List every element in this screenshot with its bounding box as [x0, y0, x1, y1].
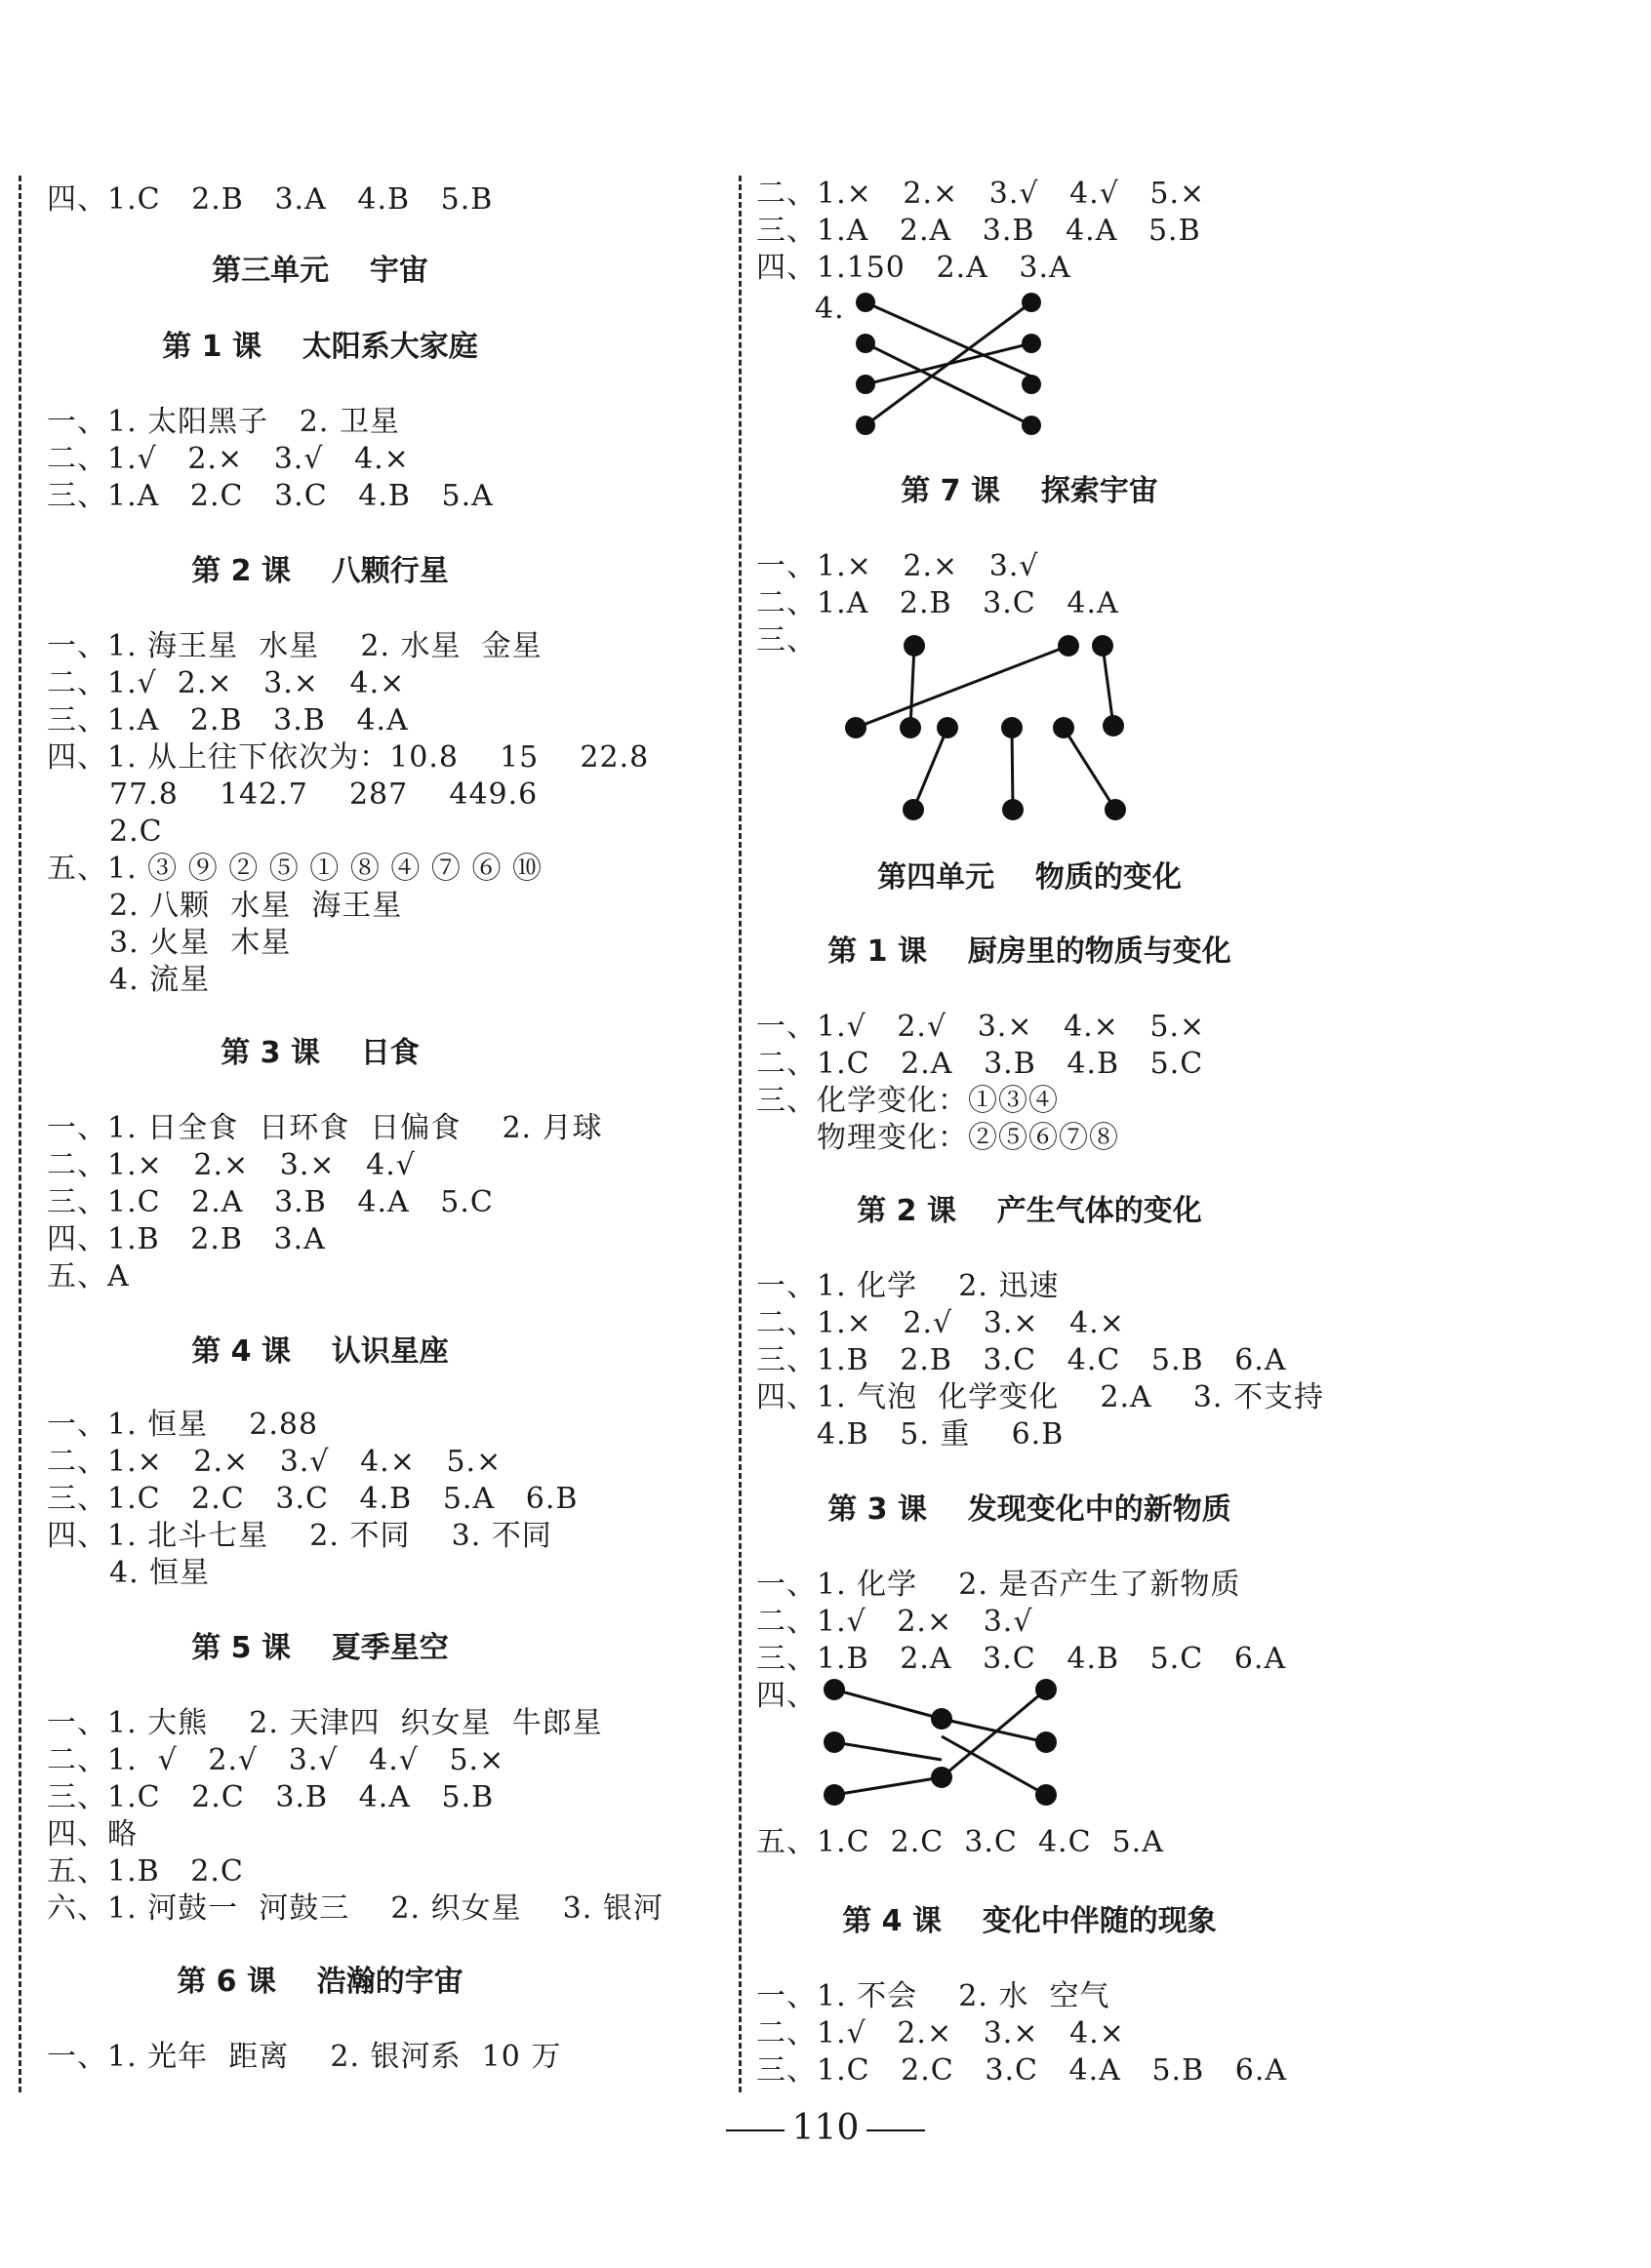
match-line: [834, 1777, 942, 1795]
match-dot: [856, 416, 875, 435]
answer-line: 四、1.150 2.A 3.A: [756, 251, 1071, 285]
lesson-title: 第 2 课 八颗行星: [191, 554, 449, 588]
match-line: [834, 1742, 942, 1760]
matching-diagram-2: [756, 615, 1244, 839]
answer-line: 二、1.× 2.× 3.× 4.√: [47, 1148, 416, 1182]
match-line: [910, 646, 914, 728]
middle-dashed-divider: [739, 176, 742, 2092]
match-dot: [1001, 717, 1023, 738]
answer-line: 五、A: [47, 1259, 130, 1293]
lesson-title: 第 2 课 产生气体的变化: [857, 1194, 1202, 1228]
match-dot: [1105, 799, 1126, 820]
lesson-title: 第 3 课 发现变化中的新物质: [827, 1492, 1231, 1527]
answer-line: 二、1.C 2.A 3.B 4.B 5.C: [756, 1047, 1204, 1081]
answer-line: 五、1.C 2.C 3.C 4.C 5.A: [756, 1825, 1164, 1859]
answer-line: 四、1.C 2.B 3.A 4.B 5.B: [47, 182, 494, 217]
match-dot: [1058, 635, 1079, 657]
answer-line: 四、1. 气泡 化学变化 2.A 3. 不支持: [756, 1380, 1324, 1414]
answer-line: 三、1.A 2.A 3.B 4.A 5.B: [756, 214, 1201, 248]
answer-line: 四、: [756, 1679, 817, 1713]
answer-line: 77.8 142.7 287 449.6: [109, 777, 539, 812]
match-dot: [1103, 715, 1124, 736]
answer-line: 一、1. 恒星 2.88: [47, 1408, 319, 1442]
match-line: [856, 646, 1068, 728]
match-dot: [856, 375, 875, 394]
answer-line: 一、1.× 2.× 3.√: [756, 549, 1039, 583]
answer-line: 三、: [756, 623, 817, 657]
answer-line: 4.: [815, 292, 845, 326]
match-dot: [1035, 1679, 1057, 1700]
answer-line: 4. 流星: [109, 963, 211, 997]
answer-line: 一、1. 化学 2. 迅速: [756, 1269, 1060, 1303]
answer-line: 一、1. 大熊 2. 天津四 织女星 牛郎星: [47, 1706, 603, 1740]
lesson-title: 第 4 课 认识星座: [191, 1334, 449, 1369]
match-line: [1103, 646, 1113, 726]
answer-line: 一、1.√ 2.√ 3.× 4.× 5.×: [756, 1010, 1206, 1044]
match-dot: [1022, 375, 1041, 394]
answer-line: 二、1.√ 2.× 3.× 4.×: [47, 666, 406, 700]
match-dot: [824, 1784, 845, 1806]
answer-line: 四、1. 从上往下依次为：10.8 15 22.8: [47, 740, 650, 775]
page-number: [0, 2107, 1651, 2150]
answer-line: 三、1.C 2.C 3.C 4.B 5.A 6.B: [47, 1482, 579, 1516]
answer-line: 三、1.A 2.C 3.C 4.B 5.A: [47, 479, 494, 513]
answer-line: 三、1.B 2.A 3.C 4.B 5.C 6.A: [756, 1642, 1287, 1676]
answer-line: 一、1. 不会 2. 水 空气: [756, 1979, 1110, 2013]
lesson-title: 第 6 课 浩瀚的宇宙: [177, 1965, 463, 1999]
left-dashed-divider: [19, 176, 21, 2092]
answer-line: 二、1.A 2.B 3.C 4.A: [756, 586, 1119, 620]
match-dot: [856, 334, 875, 353]
match-dot: [931, 1767, 952, 1788]
match-dot: [1053, 717, 1074, 738]
answer-line: 五、1. ③ ⑨ ② ⑤ ① ⑧ ④ ⑦ ⑥ ⑩: [47, 852, 543, 886]
answer-line: 三、1.B 2.B 3.C 4.C 5.B 6.A: [756, 1343, 1287, 1377]
answer-line: 三、1.C 2.C 3.C 4.A 5.B 6.A: [756, 2053, 1288, 2088]
match-dot: [824, 1731, 845, 1753]
answer-line: 2.C: [109, 815, 163, 849]
answer-line: 二、1.× 2.√ 3.× 4.×: [756, 1306, 1125, 1340]
lesson-title: 第 4 课 变化中伴随的现象: [842, 1904, 1217, 1938]
answer-line: 三、化学变化：①③④: [756, 1084, 1059, 1118]
answer-line: 三、1.C 2.A 3.B 4.A 5.C: [47, 1185, 494, 1219]
match-dot: [1022, 293, 1041, 312]
answer-line: 二、1.× 2.× 3.√ 4.√ 5.×: [756, 177, 1206, 211]
answer-line: 4. 恒星: [109, 1556, 211, 1590]
matching-diagram-1: [756, 283, 1147, 458]
answer-line: 五、1.B 2.C: [47, 1854, 244, 1889]
answer-line: 四、略: [47, 1817, 138, 1851]
match-dot: [931, 1708, 952, 1730]
match-dot: [900, 717, 921, 738]
answer-line: 四、1. 北斗七星 2. 不同 3. 不同: [47, 1519, 552, 1553]
match-dot: [1035, 1784, 1057, 1806]
answer-line: 二、1.× 2.× 3.√ 4.× 5.×: [47, 1445, 503, 1479]
match-dot: [1035, 1731, 1057, 1753]
answer-line: 六、1. 河鼓一 河鼓三 2. 织女星 3. 银河: [47, 1891, 664, 1926]
answer-line: 四、1.B 2.B 3.A: [47, 1222, 326, 1256]
page-number-rule-left: [726, 2129, 785, 2131]
match-dot: [845, 717, 866, 738]
match-dot: [904, 635, 925, 657]
matching-diagram-3: [756, 1668, 1147, 1814]
lesson-title: 第 5 课 夏季星空: [191, 1631, 449, 1665]
lesson-title: 第 7 课 探索宇宙: [901, 474, 1158, 508]
answer-line: 二、1.√ 2.× 3.√: [756, 1605, 1033, 1639]
answer-line: 三、1.C 2.C 3.B 4.A 5.B: [47, 1780, 495, 1814]
answer-line: 3. 火星 木星: [109, 926, 292, 960]
answer-line: 一、1. 光年 距离 2. 银河系 10 万: [47, 2040, 562, 2074]
answer-line: 一、1. 海王星 水星 2. 水星 金星: [47, 629, 543, 663]
answer-line: 一、1. 日全食 日环食 日偏食 2. 月球: [47, 1111, 603, 1145]
answer-line: 2. 八颗 水星 海王星: [109, 889, 403, 923]
unit-title: 第三单元 宇宙: [212, 254, 428, 288]
page-number-rule-right: [866, 2129, 925, 2131]
page-number-text: 110: [791, 2108, 860, 2148]
lesson-title: 第 3 课 日食: [221, 1036, 420, 1070]
match-dot: [856, 293, 875, 312]
match-dot: [1092, 635, 1113, 657]
answer-line: 4.B 5. 重 6.B: [817, 1417, 1065, 1452]
match-line: [1064, 728, 1115, 810]
match-line: [942, 1719, 1046, 1742]
answer-line: 二、1. √ 2.√ 3.√ 4.√ 5.×: [47, 1743, 505, 1777]
answer-line: 二、1.√ 2.× 3.√ 4.×: [47, 442, 410, 476]
unit-title: 第四单元 物质的变化: [877, 860, 1182, 895]
match-line: [834, 1690, 942, 1719]
match-dot: [1022, 416, 1041, 435]
match-dot: [903, 799, 924, 820]
answer-line: 物理变化：②⑤⑥⑦⑧: [817, 1121, 1119, 1155]
lesson-title: 第 1 课 厨房里的物质与变化: [827, 935, 1231, 969]
answer-line: 一、1. 化学 2. 是否产生了新物质: [756, 1568, 1241, 1602]
match-dot: [1002, 799, 1024, 820]
answer-line: 二、1.√ 2.× 3.× 4.×: [756, 2016, 1125, 2050]
answer-line: 三、1.A 2.B 3.B 4.A: [47, 703, 409, 737]
match-line: [1012, 728, 1013, 810]
match-dot: [1022, 334, 1041, 353]
match-line: [866, 343, 1031, 425]
match-line: [913, 728, 947, 810]
answer-line: 一、1. 太阳黑子 2. 卫星: [47, 405, 400, 439]
match-dot: [824, 1679, 845, 1700]
match-dot: [937, 717, 958, 738]
lesson-title: 第 1 课 太阳系大家庭: [162, 330, 478, 364]
